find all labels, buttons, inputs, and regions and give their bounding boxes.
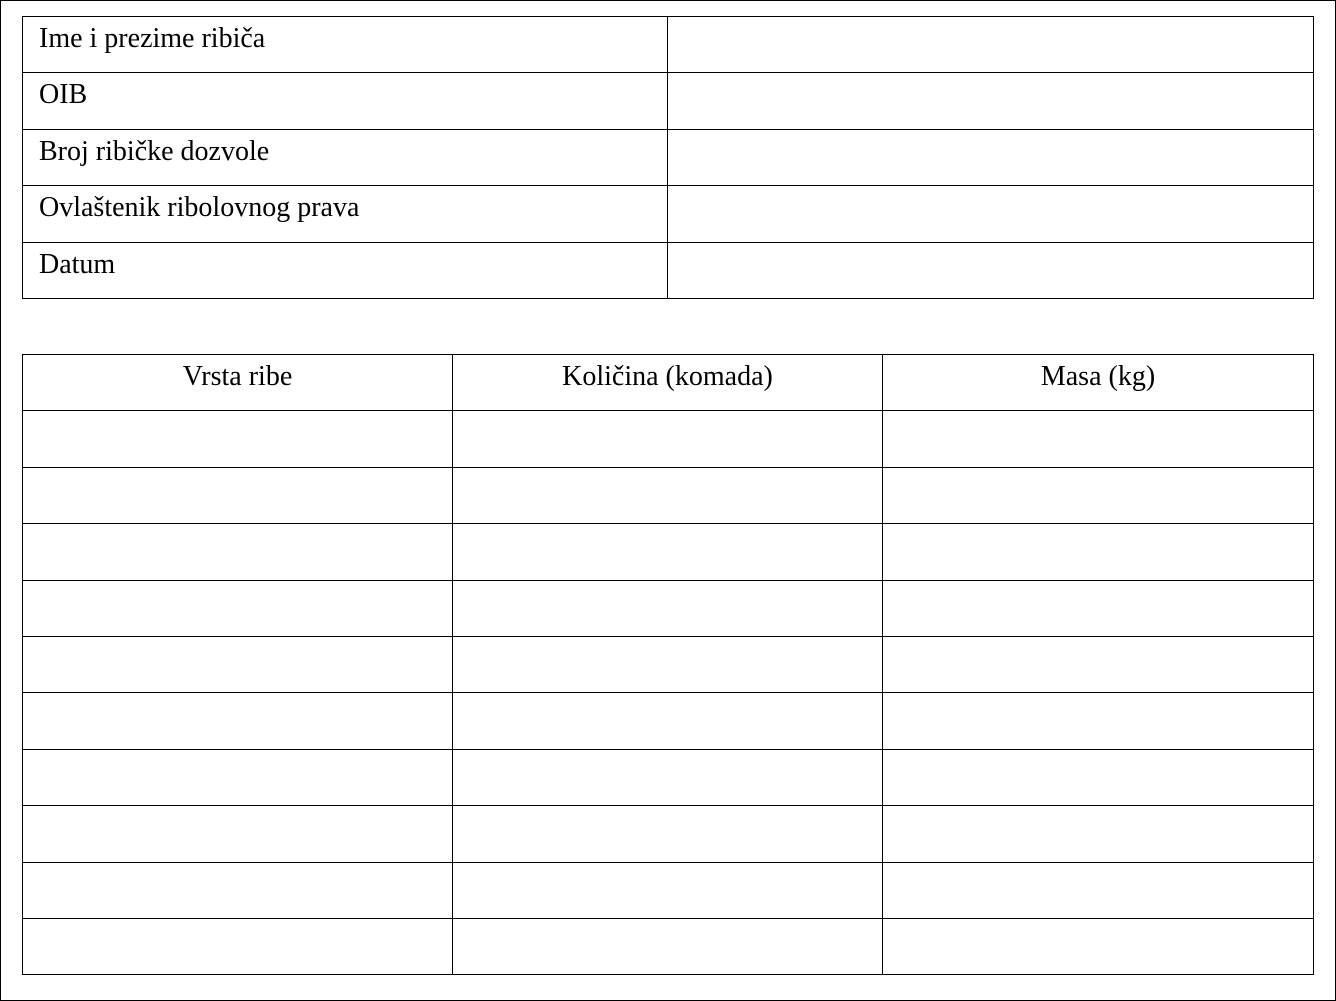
table-row: [23, 17, 1314, 73]
fish-species-cell[interactable]: [23, 411, 453, 467]
fish-species-cell[interactable]: [23, 749, 453, 805]
license-number-field[interactable]: [668, 129, 1314, 185]
table-row: [23, 636, 1314, 692]
mass-cell[interactable]: [883, 918, 1314, 974]
angler-info-table: [22, 16, 1314, 299]
quantity-cell[interactable]: [453, 524, 883, 580]
mass-cell[interactable]: [883, 862, 1314, 918]
date-field[interactable]: [668, 242, 1314, 298]
fish-species-header: Vrsta ribe: [23, 355, 453, 411]
table-row: [23, 186, 1314, 242]
table-row: [23, 749, 1314, 805]
catch-table: [22, 354, 1314, 975]
quantity-cell[interactable]: [453, 806, 883, 862]
fish-species-cell[interactable]: [23, 467, 453, 523]
mass-cell[interactable]: [883, 693, 1314, 749]
table-row: [23, 918, 1314, 974]
table-row: [23, 467, 1314, 523]
quantity-cell[interactable]: [453, 693, 883, 749]
fishing-rights-holder-field[interactable]: [668, 186, 1314, 242]
fish-species-cell[interactable]: [23, 862, 453, 918]
quantity-cell[interactable]: [453, 918, 883, 974]
date-label: Datum: [23, 242, 668, 298]
table-row: [23, 524, 1314, 580]
mass-header: Masa (kg): [883, 355, 1314, 411]
quantity-cell[interactable]: [453, 467, 883, 523]
fish-species-cell[interactable]: [23, 636, 453, 692]
fish-species-cell[interactable]: [23, 580, 453, 636]
mass-cell[interactable]: [883, 411, 1314, 467]
mass-cell[interactable]: [883, 806, 1314, 862]
license-number-label: Broj ribičke dozvole: [23, 129, 668, 185]
angler-name-label: Ime i prezime ribiča: [23, 17, 668, 73]
table-row: [23, 806, 1314, 862]
table-row: [23, 73, 1314, 129]
fishing-rights-holder-label: Ovlaštenik ribolovnog prava: [23, 186, 668, 242]
fish-species-cell[interactable]: [23, 806, 453, 862]
table-row: [23, 862, 1314, 918]
quantity-cell[interactable]: [453, 749, 883, 805]
table-row: [23, 129, 1314, 185]
quantity-cell[interactable]: [453, 862, 883, 918]
table-row: [23, 242, 1314, 298]
oib-field[interactable]: [668, 73, 1314, 129]
mass-cell[interactable]: [883, 580, 1314, 636]
fish-species-cell[interactable]: [23, 918, 453, 974]
table-row: [23, 411, 1314, 467]
quantity-header: Količina (komada): [453, 355, 883, 411]
fish-species-cell[interactable]: [23, 693, 453, 749]
fish-species-cell[interactable]: [23, 524, 453, 580]
mass-cell[interactable]: [883, 467, 1314, 523]
quantity-cell[interactable]: [453, 636, 883, 692]
mass-cell[interactable]: [883, 749, 1314, 805]
quantity-cell[interactable]: [453, 411, 883, 467]
quantity-cell[interactable]: [453, 580, 883, 636]
catch-table-header-row: [23, 355, 1314, 411]
oib-label: OIB: [23, 73, 668, 129]
table-row: [23, 580, 1314, 636]
table-row: [23, 693, 1314, 749]
mass-cell[interactable]: [883, 636, 1314, 692]
mass-cell[interactable]: [883, 524, 1314, 580]
angler-name-field[interactable]: [668, 17, 1314, 73]
